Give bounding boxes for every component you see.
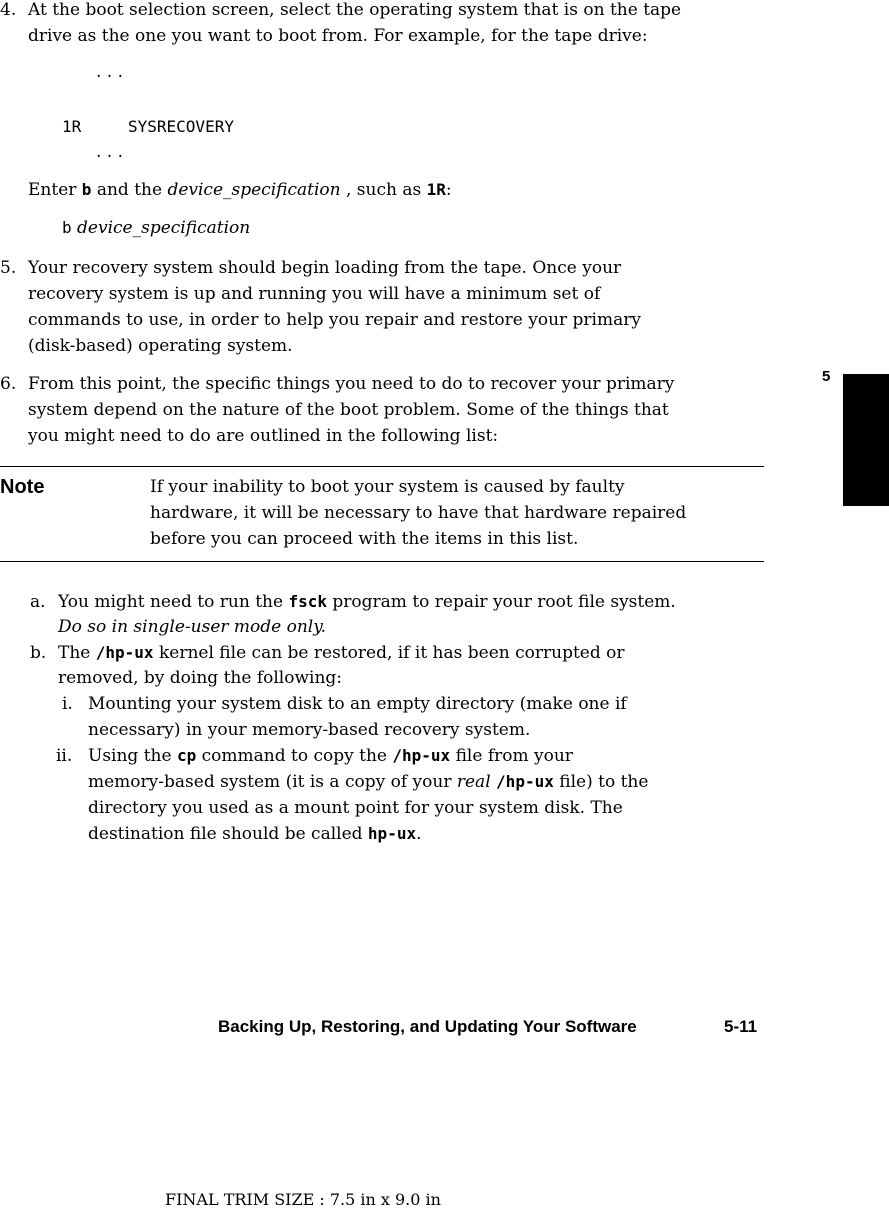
text: .	[416, 824, 422, 844]
ellipsis: . . .	[96, 142, 124, 162]
step-number: 5.	[0, 258, 17, 278]
note-bottom-rule	[0, 561, 764, 562]
chapter-number: 5	[822, 368, 831, 385]
footer-page-number: 5-11	[724, 1017, 758, 1036]
text: Enter	[28, 180, 82, 200]
text: , such as	[340, 180, 427, 200]
note-line: before you can proceed with the items in this list.	[150, 529, 579, 549]
item-b-line-1	[58, 643, 625, 663]
step-5-line: recovery system is up and running you will have a minimum set of	[28, 284, 601, 304]
item-number: ii.	[56, 746, 73, 766]
text: Using the	[88, 746, 177, 766]
italic-term: device_specification	[167, 180, 341, 200]
italic-term: device_specification	[77, 218, 251, 238]
step-6-line: From this point, the specific things you need to do to recover your primary	[28, 374, 675, 394]
text: program to repair your root file system.	[327, 592, 676, 612]
italic-term: real	[456, 772, 491, 792]
text: file) to the	[553, 772, 649, 792]
ellipsis: . . .	[96, 62, 124, 82]
step-4-line-2: drive as the one you want to boot from. For example, for the tape drive:	[28, 26, 648, 46]
item-i-line-1: Mounting your system disk to an empty directory (make one if	[88, 694, 627, 714]
code: b	[81, 180, 92, 199]
item-ii-line-3: directory you used as a mount point for your system disk. The	[88, 798, 623, 818]
note-label: Note	[0, 476, 45, 498]
item-a-line-2: Do so in single-user mode only.	[58, 617, 326, 637]
code: hp-ux	[367, 824, 417, 843]
note-line: hardware, it will be necessary to have that hardware repaired	[150, 503, 687, 523]
step-4-line-1: At the boot selection screen, select the operating system that is on the tape	[28, 0, 682, 20]
text: memory-based system (it is a copy of your	[88, 772, 457, 792]
code: /hp-ux	[95, 643, 154, 662]
step-5-line: Your recovery system should begin loading from the tape. Once your	[28, 258, 622, 278]
code: cp	[176, 746, 197, 765]
text: file from your	[450, 746, 573, 766]
text: kernel file can be restored, if it has been corrupted or	[153, 643, 625, 663]
boot-command	[62, 218, 250, 238]
step-5-line: commands to use, in order to help you repair and restore your primary	[28, 310, 641, 330]
chapter-tab	[843, 374, 889, 506]
item-letter: a.	[30, 592, 46, 612]
text: command to copy the	[196, 746, 393, 766]
text: The	[58, 643, 96, 663]
code-device-name: SYSRECOVERY	[128, 117, 234, 136]
step-5-line: (disk-based) operating system.	[28, 336, 293, 356]
step-number: 4.	[0, 0, 17, 20]
enter-instruction	[28, 180, 452, 200]
step-6-line: you might need to do are outlined in the following list:	[28, 426, 499, 446]
item-number: i.	[62, 694, 73, 714]
trim-size-note: FINAL TRIM SIZE : 7.5 in x 9.0 in	[165, 1190, 441, 1209]
step-6-line: system depend on the nature of the boot problem. Some of the things that	[28, 400, 669, 420]
code-device-id: 1R	[62, 117, 82, 136]
item-ii-line-4	[88, 824, 422, 844]
code: /hp-ux	[392, 746, 451, 765]
item-letter: b.	[30, 643, 47, 663]
item-ii-line-1	[88, 746, 573, 766]
text: You might need to run the	[58, 592, 289, 612]
text: destination file should be called	[88, 824, 368, 844]
code: b	[62, 218, 72, 237]
text: and the	[91, 180, 168, 200]
code: 1R	[426, 180, 446, 199]
code: fsck	[288, 592, 327, 611]
text: :	[445, 180, 452, 200]
item-ii-line-2	[88, 772, 648, 792]
footer-title: Backing Up, Restoring, and Updating Your Software	[218, 1017, 637, 1036]
item-b-line-2: removed, by doing the following:	[58, 668, 343, 688]
item-a-line-1	[58, 592, 676, 612]
note-top-rule	[0, 466, 764, 467]
code: /hp-ux	[496, 772, 554, 791]
step-number: 6.	[0, 374, 17, 394]
item-i-line-2: necessary) in your memory-based recovery system.	[88, 720, 531, 740]
note-line: If your inability to boot your system is caused by faulty	[150, 477, 625, 497]
